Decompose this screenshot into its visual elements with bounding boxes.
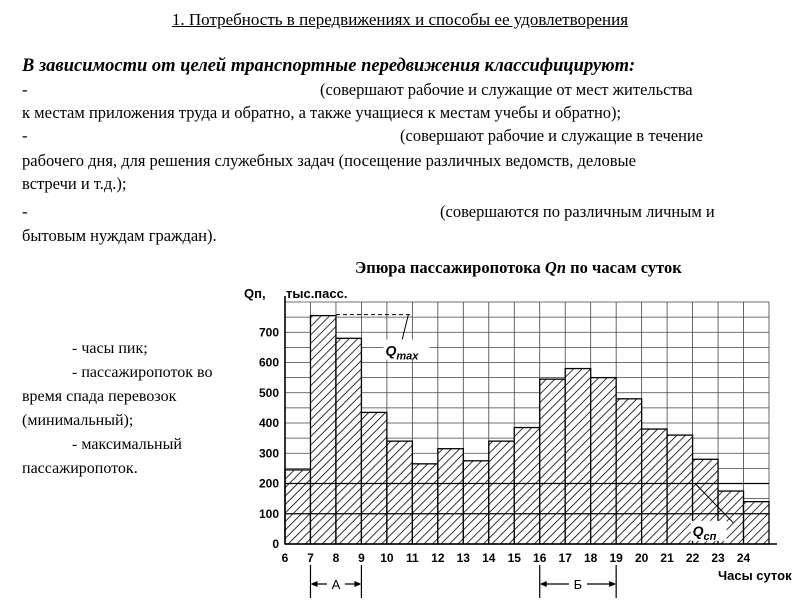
x-tick-label-19: 19 <box>609 551 623 565</box>
x-tick-label-23: 23 <box>711 551 725 565</box>
peak-b-arrow-right <box>609 581 616 587</box>
y-tick-label-300: 300 <box>258 446 279 461</box>
bar-6 <box>285 470 310 544</box>
x-tick-label-7: 7 <box>307 551 314 565</box>
bar-13 <box>463 461 488 544</box>
y-tick-label-0: 0 <box>272 537 279 551</box>
y-tick-label-100: 100 <box>258 506 279 521</box>
bullet-1-cont: к местам приложения труда и обратно, а также учащиеся к местам учебы и обратно); <box>22 103 622 122</box>
bar-10 <box>387 441 412 544</box>
x-tick-label-11: 11 <box>406 551 419 565</box>
peak-b-label: Б <box>573 577 583 592</box>
x-tick-label-10: 10 <box>380 551 394 565</box>
bar-7 <box>310 316 335 544</box>
bar-17 <box>565 369 590 544</box>
bar-14 <box>489 441 514 544</box>
bullet-2-text: (совершают рабочие и служащие в течение <box>400 126 704 145</box>
x-axis-label: Часы суток <box>718 568 792 583</box>
x-tick-label-15: 15 <box>507 551 521 565</box>
y-tick-label-400: 400 <box>258 416 279 430</box>
y-axis-label-var: Qп, <box>244 286 266 301</box>
chart-title-prefix: Эпюра пассажиропотока <box>355 258 541 277</box>
bullet-3-text: (совершаются по различным личным и <box>440 202 715 221</box>
qmax-leader <box>402 315 408 340</box>
x-tick-label-12: 12 <box>431 551 445 565</box>
peak-a-arrow-left <box>310 581 317 587</box>
x-tick-label-14: 14 <box>482 551 496 565</box>
x-tick-label-18: 18 <box>584 551 598 565</box>
x-tick-label-20: 20 <box>634 551 649 565</box>
bar-19 <box>616 399 641 544</box>
bar-8 <box>336 338 361 544</box>
peak-b-arrow-left <box>540 581 547 587</box>
x-tick-label-6: 6 <box>281 551 289 565</box>
bar-11 <box>412 464 437 544</box>
bar-21 <box>667 435 692 544</box>
y-tick-label-700: 700 <box>258 325 279 340</box>
legend-line-2: - пассажиропоток во <box>72 364 213 381</box>
bar-15 <box>514 428 539 544</box>
y-tick-label-600: 600 <box>258 355 279 370</box>
classification-heading: В зависимости от целей транспортные передвижения классифицируют: <box>22 56 636 76</box>
chart-bars <box>285 316 769 544</box>
bar-9 <box>361 412 386 544</box>
y-axis-label-unit: тыс.пасс. <box>286 286 348 301</box>
bullet-1-dash: - <box>22 80 28 99</box>
bar-24 <box>744 502 769 544</box>
peak-a-arrow-right <box>354 581 361 587</box>
x-tick-label-17: 17 <box>558 551 572 565</box>
legend-line-6: пассажиропоток. <box>22 460 138 477</box>
legend-line-1: - часы пик; <box>72 340 148 357</box>
bar-16 <box>540 379 565 544</box>
bullet-2-cont2: встречи и т.д.); <box>22 174 127 193</box>
y-tick-label-200: 200 <box>258 476 279 491</box>
bullet-3-dash: - <box>22 202 28 221</box>
qmax-label-sub: max <box>396 350 419 363</box>
legend-line-4: (минимальный); <box>22 412 134 429</box>
bar-20 <box>642 429 667 544</box>
bullet-2-cont: рабочего дня, для решения служебных задач (посещение различных ведомств, деловые <box>22 151 636 170</box>
bar-12 <box>438 449 463 544</box>
x-tick-label-8: 8 <box>332 551 340 565</box>
x-tick-label-21: 21 <box>660 551 674 565</box>
qsp-label-sub: сп <box>703 530 717 543</box>
x-tick-label-13: 13 <box>456 551 470 565</box>
legend-line-5: - максимальный <box>72 436 182 453</box>
chart-title-var: Qп <box>544 258 567 277</box>
x-tick-label-24: 24 <box>736 551 751 565</box>
bullet-2-dash: - <box>22 126 28 145</box>
bar-18 <box>591 378 616 544</box>
x-tick-label-16: 16 <box>533 551 547 565</box>
peak-a-label: А <box>331 577 341 592</box>
qmax-label-q: Q <box>385 342 397 359</box>
bullet-1-text: (совершают рабочие и служащие от мест жительства <box>320 80 693 99</box>
y-tick-label-500: 500 <box>258 385 279 400</box>
legend-line-3: время спада перевозок <box>22 388 177 405</box>
x-tick-label-22: 22 <box>685 551 700 565</box>
x-tick-label-9: 9 <box>358 551 365 565</box>
slide-title: 1. Потребность в передвижениях и способы ее удовлетворения <box>171 10 629 29</box>
qsp-label-q: Q <box>692 522 704 539</box>
bullet-3-cont: бытовым нуждам граждан). <box>22 226 217 245</box>
chart-title-suffix: по часам суток <box>570 258 682 277</box>
